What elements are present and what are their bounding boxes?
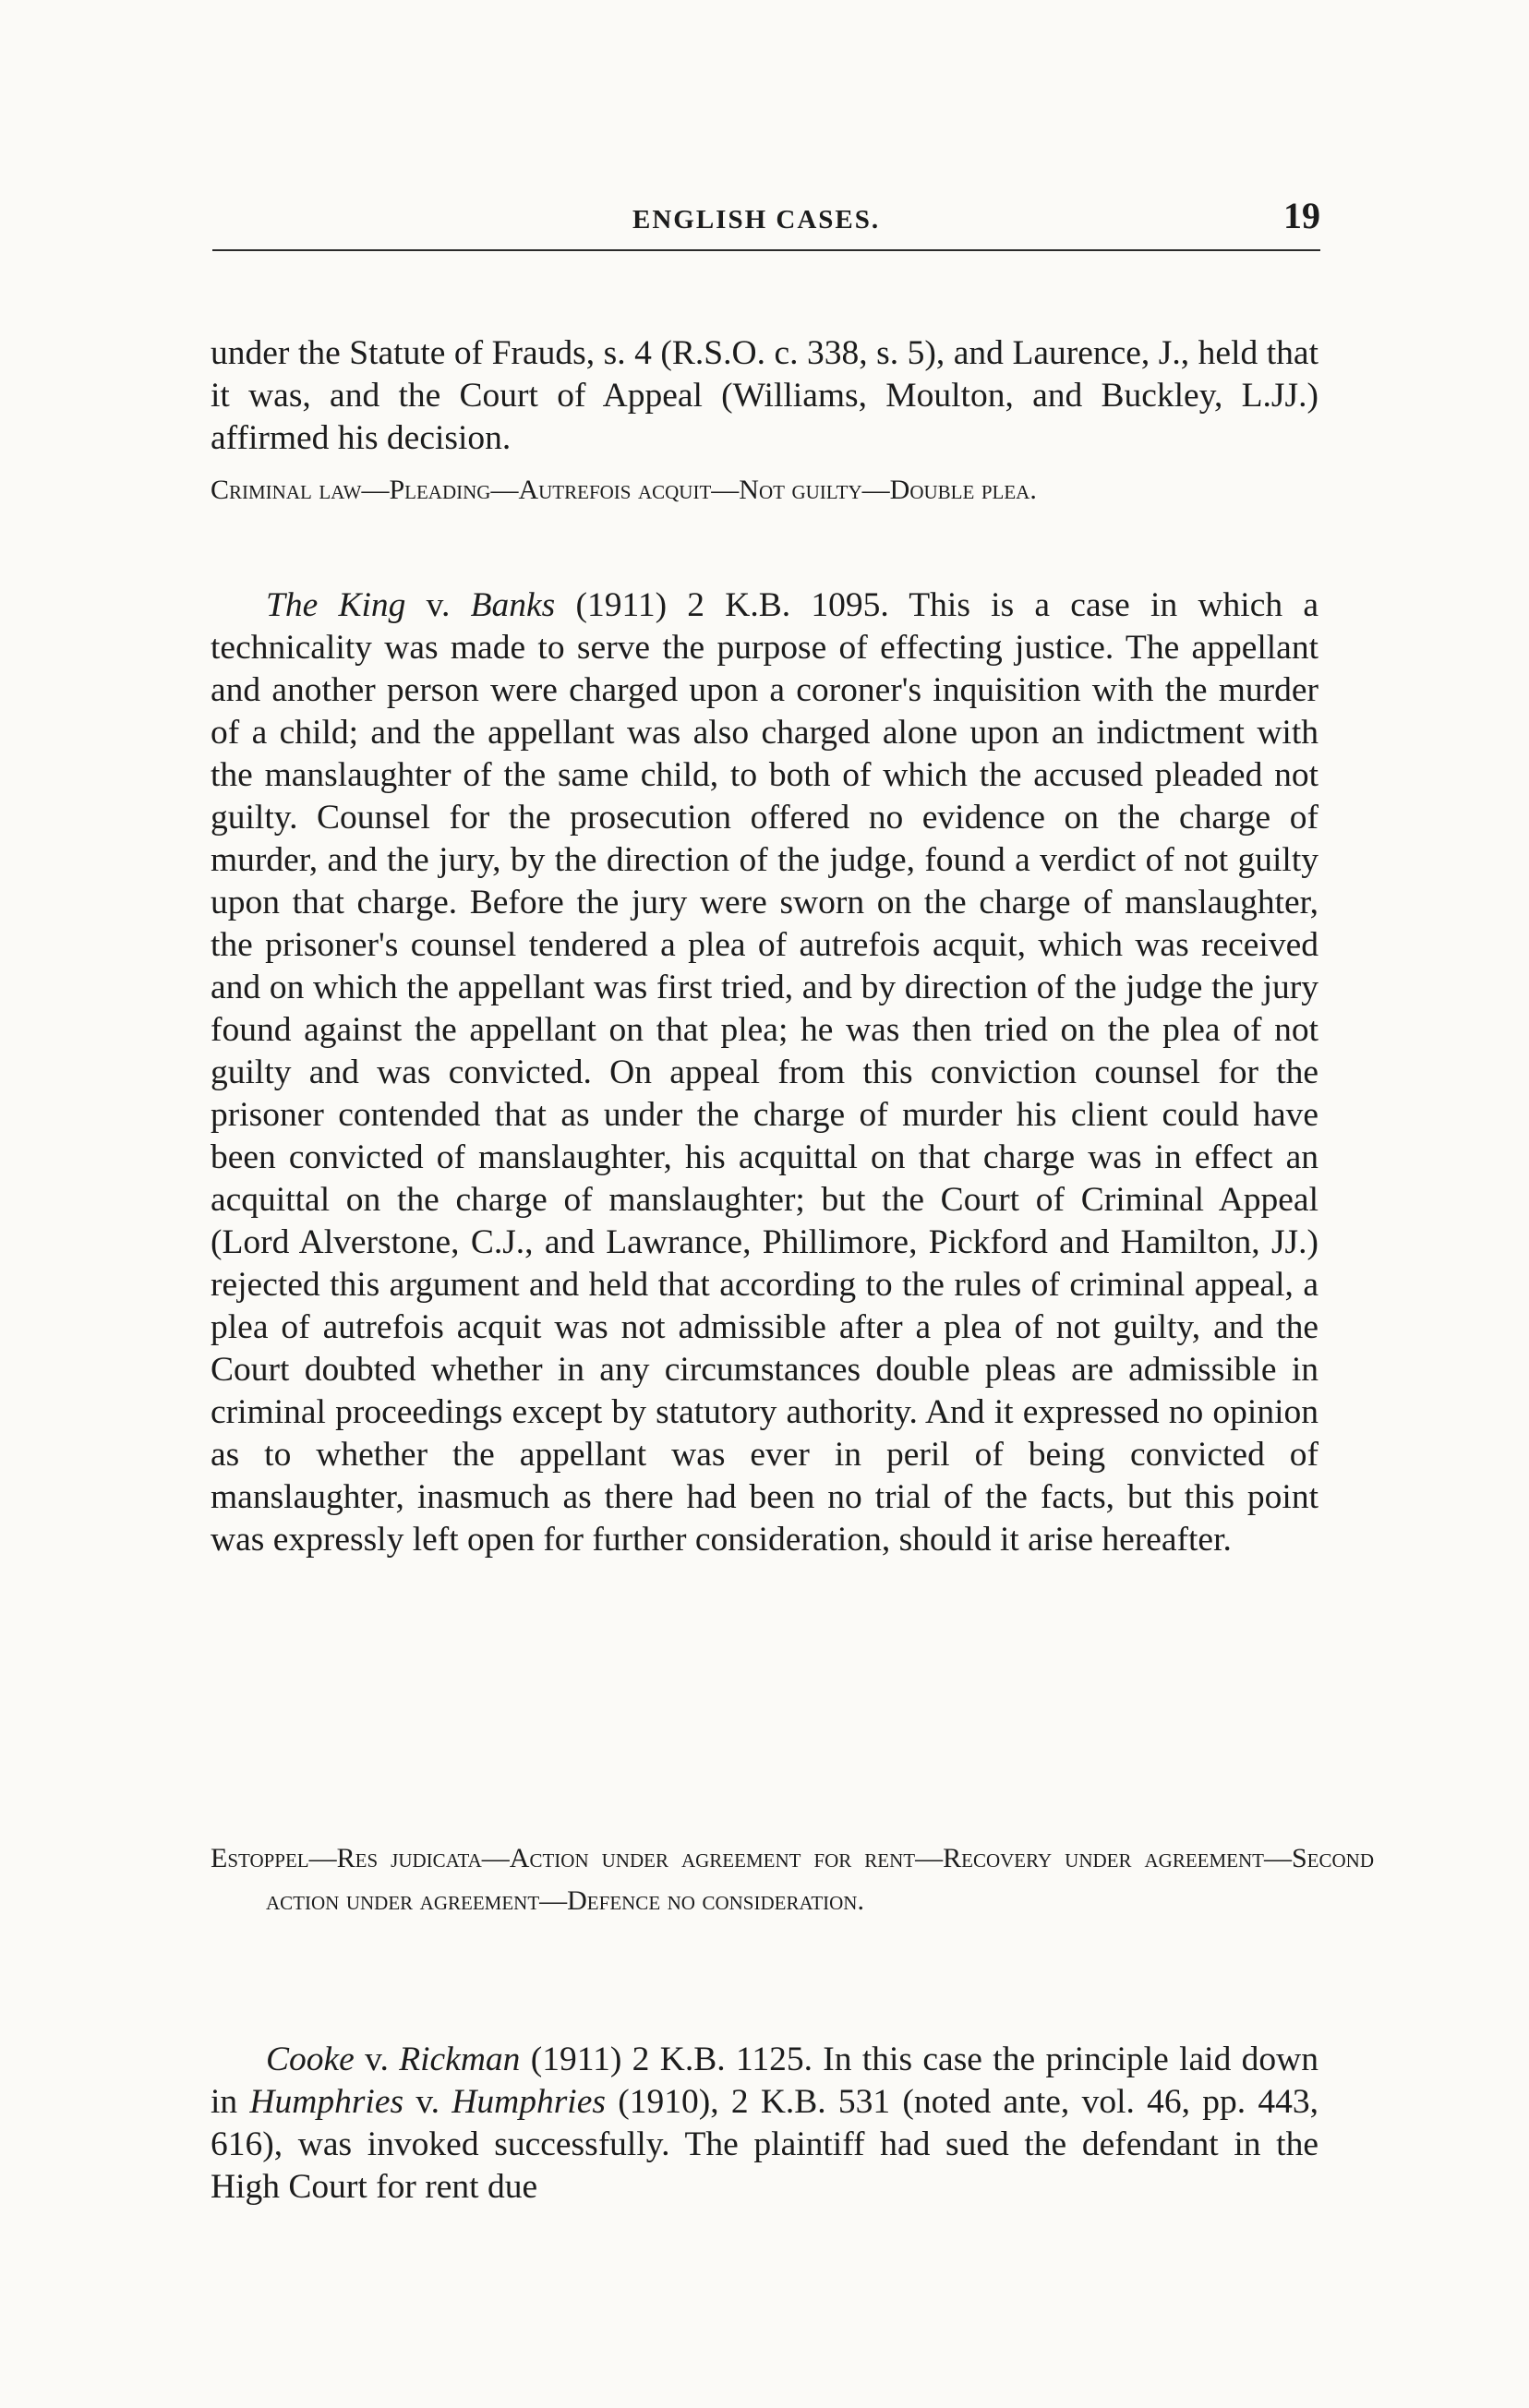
case-name: Cooke	[266, 2040, 355, 2078]
section-heading-estoppel: Estoppel—Res judicata—Action under agreement for rent—Recovery under agreement—Second action under agreement—Defence no consideration.	[211, 1843, 1374, 1916]
paragraph-king-v-banks	[211, 584, 1318, 1561]
case-name: The King	[266, 585, 406, 624]
case-name: Humphries	[249, 2082, 404, 2121]
versus: v.	[354, 2040, 400, 2078]
header-rule	[212, 249, 1320, 251]
case-name: Banks	[470, 585, 556, 624]
case-name: Humphries	[451, 2082, 606, 2121]
page-number: 19	[1283, 195, 1320, 236]
page-header	[212, 194, 1320, 246]
versus: v.	[403, 2082, 452, 2121]
section-heading-criminal-law: Criminal law—Pleading—Autrefois acquit—Not guilty—Double plea.	[211, 475, 1037, 505]
paragraph-text: (1911) 2 K.B. 1095. This is a case in which a technicality was made to serve the purpose of effecting justice. The appellant and another person were charged upon a coroner's inquisition with the murder of a child; and the appellant was also charged alone upon an indictment with the manslaughter of the same child, to both of which the accused pleaded not guilty. Counsel for the prosecution offered no evidence on the charge of murder, and the jury, by the direction of the judge, found a verdict of not guilty upon that charge. Before the jury were sworn on the charge of manslaughter, the prisoner's counsel tendered a plea of autrefois acquit, which was received and on which the appellant was first tried, and by direction of the judge the jury found against the appellant on that plea; he was then tried on the plea of not guilty and was convicted. On appeal from this conviction counsel for the prisoner contended that as under the charge of murder his client could have been convicted of manslaughter, his acquittal on that charge was in effect an acquittal on the charge of manslaughter; but the Court of Criminal Appeal (Lord Alverstone, C.J., and Lawrance, Phillimore, Pickford and Hamilton, JJ.) rejected this argument and held that according to the rules of criminal appeal, a plea of autrefois acquit was not admissible after a plea of not guilty, and the Court doubted whether in any circumstances double pleas are admissible in criminal proceedings except by statutory authority. And it expressed no opinion as to whether the appellant was ever in peril of being convicted of manslaughter, inasmuch as there had been no trial of the facts, but this point was expressly left open for further consideration, should it arise hereafter.	[211, 585, 1318, 1559]
paragraph-text: (1911) 2 K.B. 1125. In this case the principle laid down in	[211, 2040, 1318, 2121]
paragraph-cooke-v-rickman	[211, 2039, 1318, 2209]
versus: v.	[405, 585, 471, 624]
running-head: ENGLISH CASES.	[632, 205, 881, 235]
paragraph-continued: under the Statute of Frauds, s. 4 (R.S.O. c. 338, s. 5), and Laurence, J., held that it was, and the Court of Appeal (Williams, Moulton, and Buckley, L.JJ.) affirmed his decision.	[211, 333, 1318, 457]
paragraph-text: (1910), 2 K.B. 531 (noted ante, vol. 46, pp. 443, 616), was invoked successfully. The plaintiff had sued the defendant in the High Court for rent due	[211, 2082, 1318, 2206]
case-name: Rickman	[399, 2040, 521, 2078]
